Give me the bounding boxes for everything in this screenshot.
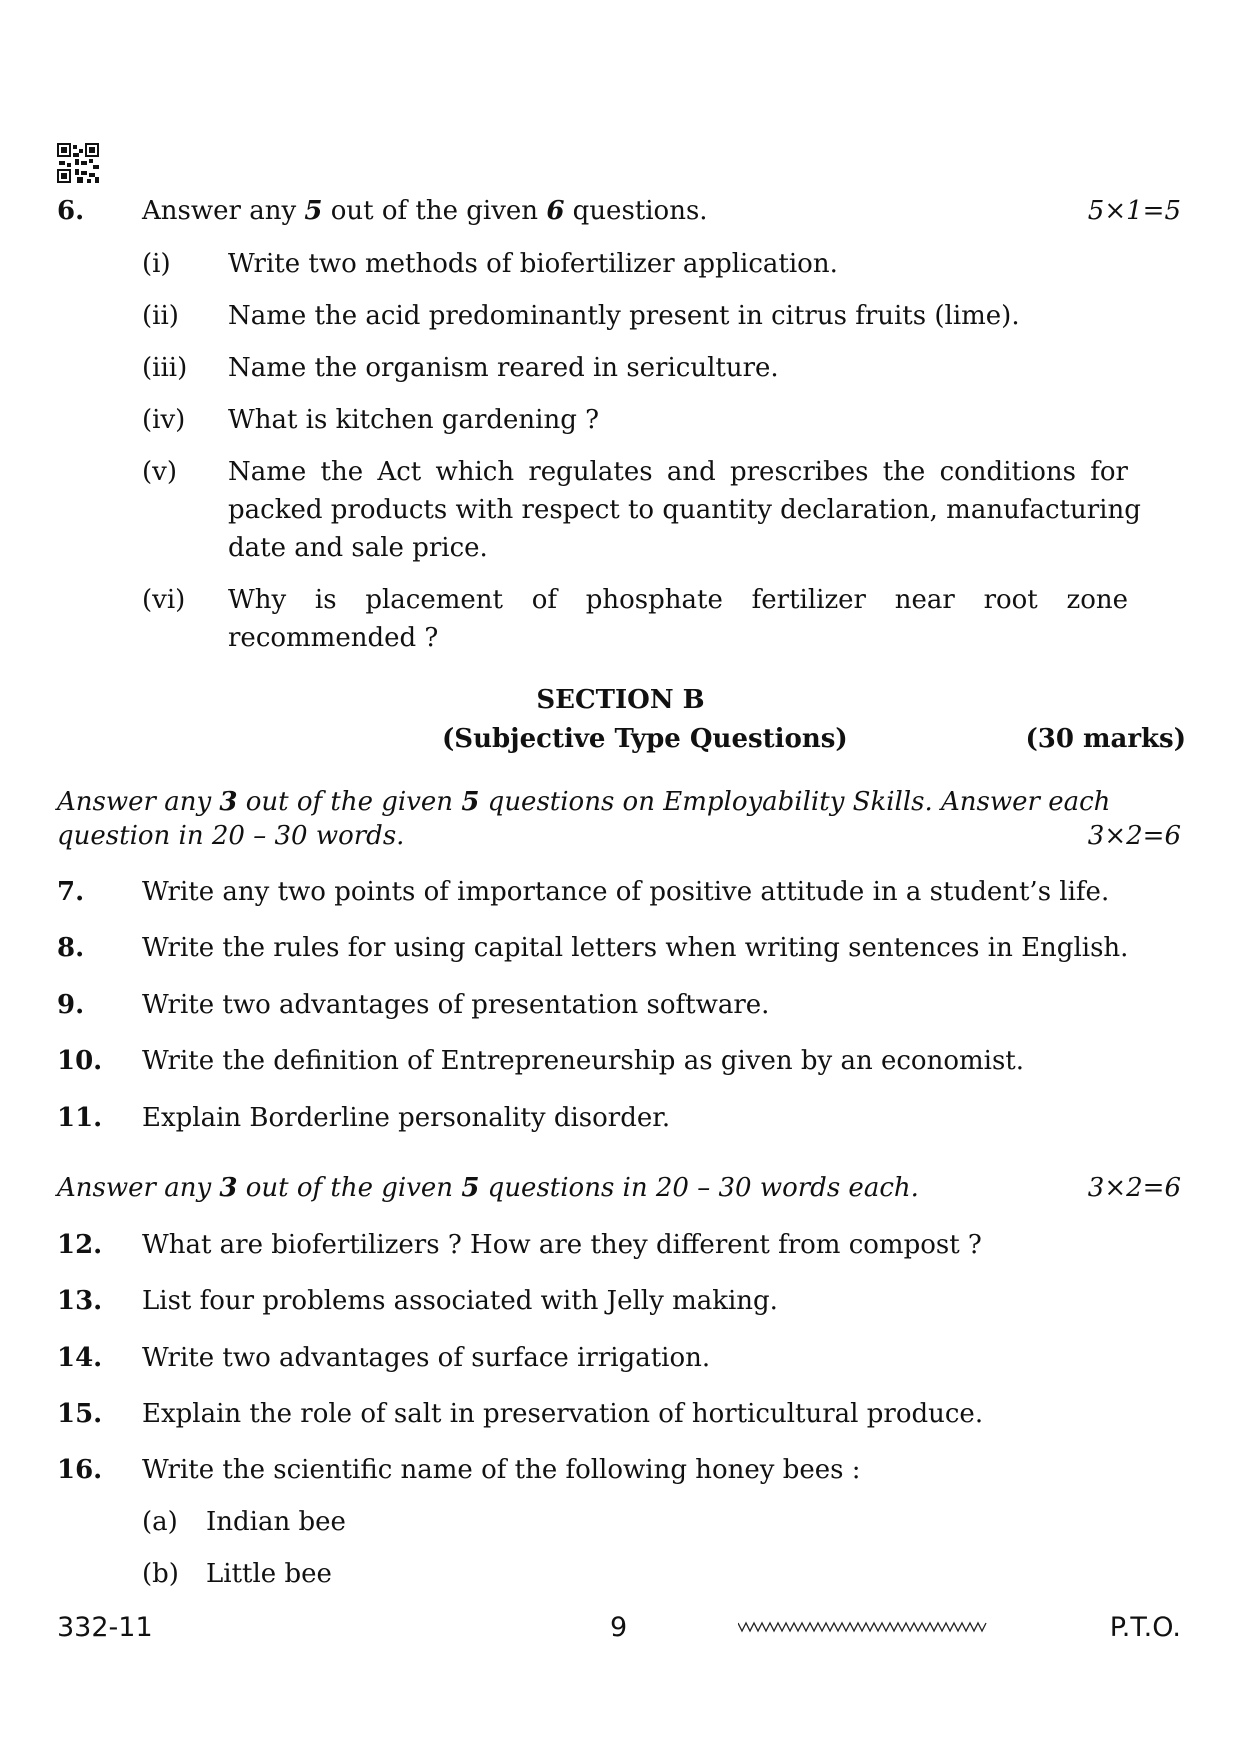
qr-code-icon: [57, 143, 99, 183]
sub-question-label: (v): [142, 457, 177, 487]
sub-question-line: packed products with respect to quantity declaration, manufacturing: [228, 495, 1141, 525]
instruction-part: out of the given: [237, 787, 462, 817]
sub-question-text: Indian bee: [206, 1507, 346, 1537]
page-number: 9: [610, 1612, 628, 1643]
paper-code: 332-11: [57, 1612, 153, 1643]
sub-question-text: Name the acid predominantly present in citrus fruits (lime).: [228, 301, 1020, 331]
section-title: SECTION B: [536, 685, 705, 715]
wavy-line-decoration: [738, 1620, 988, 1634]
question-total: 6: [546, 196, 565, 226]
question-number: 11.: [57, 1103, 103, 1133]
instruction-part: Answer any: [57, 1173, 220, 1203]
question-number: 7.: [57, 877, 85, 907]
marks-label: 3×2=6: [1087, 1173, 1181, 1203]
instruction-total: 5: [461, 1173, 480, 1203]
question-number: 9.: [57, 990, 85, 1020]
question-text: Explain Borderline personality disorder.: [142, 1103, 671, 1133]
sub-question-line: Why is placement of phosphate fertilizer near root zone: [228, 585, 1128, 615]
question-number: 14.: [57, 1343, 103, 1373]
sub-question-label: (a): [142, 1507, 178, 1537]
section-marks: (30 marks): [1025, 724, 1186, 754]
instruction-text: [57, 1170, 919, 1206]
instruction-part: questions on Employability Skills. Answer each: [479, 787, 1111, 817]
question-text: Explain the role of salt in preservation of horticultural produce.: [142, 1399, 984, 1429]
instruction-text: [57, 784, 1110, 820]
question-number: 6.: [57, 196, 85, 226]
instruction-total: 5: [461, 787, 480, 817]
instruction-line: question in 20 – 30 words.: [57, 821, 405, 851]
instruction-part: out of the given: [237, 1173, 462, 1203]
sub-question-line: recommended ?: [228, 623, 439, 653]
question-number: 8.: [57, 933, 85, 963]
sub-question-label: (b): [142, 1559, 179, 1589]
question-text: List four problems associated with Jelly making.: [142, 1286, 778, 1316]
sub-question-label: (iv): [142, 405, 186, 435]
sub-question-label: (vi): [142, 585, 186, 615]
question-number: 13.: [57, 1286, 103, 1316]
sub-question-text: Name the organism reared in sericulture.: [228, 353, 779, 383]
sub-question-line: date and sale price.: [228, 533, 488, 563]
question-text: What are biofertilizers ? How are they different from compost ?: [142, 1230, 982, 1260]
question-number: 12.: [57, 1230, 103, 1260]
question-count: 5: [304, 196, 323, 226]
sub-question-text: Little bee: [206, 1559, 332, 1589]
instruction-part: Answer any: [57, 787, 220, 817]
instruction-count: 3: [219, 787, 238, 817]
sub-question-label: (i): [142, 249, 171, 279]
question-text: Write the definition of Entrepreneurship as given by an economist.: [142, 1046, 1024, 1076]
sub-question-line: Name the Act which regulates and prescribes the conditions for: [228, 457, 1128, 487]
question-text-part: Answer any: [142, 196, 305, 226]
question-text-part: questions.: [564, 196, 708, 226]
question-number: 16.: [57, 1455, 103, 1485]
section-subtitle: (Subjective Type Questions): [442, 724, 848, 754]
instruction-count: 3: [219, 1173, 238, 1203]
question-text: Write two advantages of surface irrigation.: [142, 1343, 711, 1373]
marks-label: 5×1=5: [1087, 196, 1181, 226]
instruction-part: questions in 20 – 30 words each.: [479, 1173, 919, 1203]
sub-question-text: What is kitchen gardening ?: [228, 405, 600, 435]
question-number: 15.: [57, 1399, 103, 1429]
question-text: Write two advantages of presentation software.: [142, 990, 770, 1020]
sub-question-label: (ii): [142, 301, 179, 331]
question-number: 10.: [57, 1046, 103, 1076]
question-text-part: out of the given: [322, 196, 547, 226]
sub-question-text: Write two methods of biofertilizer application.: [228, 249, 838, 279]
question-text: Write the rules for using capital letters when writing sentences in English.: [142, 933, 1129, 963]
question-text: [142, 193, 708, 229]
question-text: Write the scientific name of the following honey bees :: [142, 1455, 861, 1485]
marks-label: 3×2=6: [1087, 821, 1181, 851]
pto-label: P.T.O.: [1109, 1612, 1181, 1643]
question-text: Write any two points of importance of positive attitude in a student’s life.: [142, 877, 1110, 907]
sub-question-label: (iii): [142, 353, 188, 383]
